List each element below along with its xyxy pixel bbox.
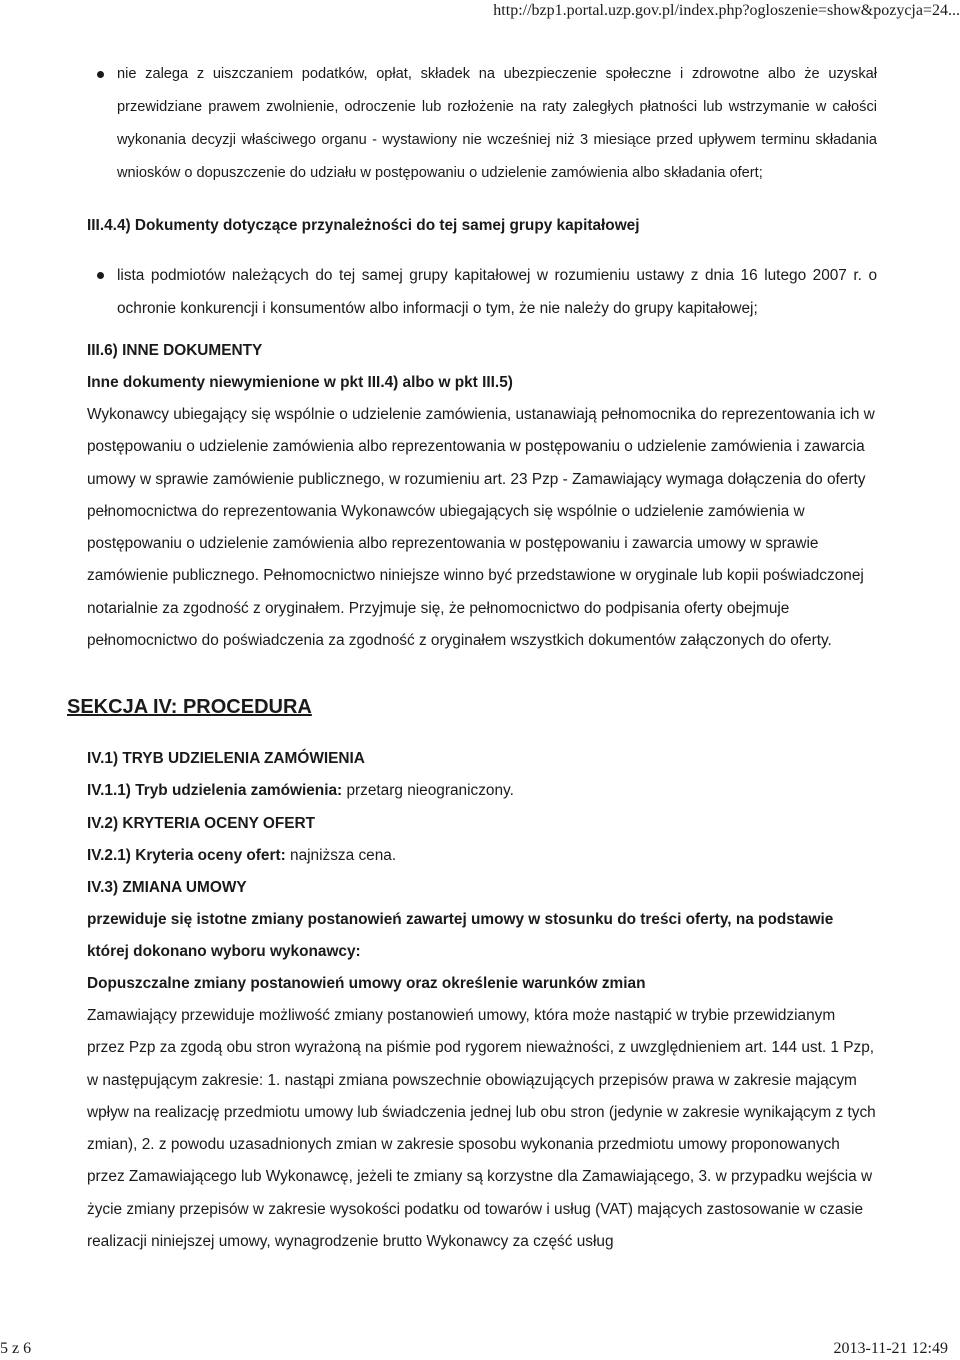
value-iv-1-1: przetarg nieograniczony. bbox=[346, 782, 514, 800]
heading-iv-2: IV.2) KRYTERIA OCENY OFERT bbox=[87, 814, 316, 832]
subheading-other-documents: Inne dokumenty niewymienione w pkt III.4) albo w pkt III.5) bbox=[87, 374, 513, 391]
section-heading-iii-4-4: III.4.4) Dokumenty dotyczące przynależności do tej samej grupy kapitałowej bbox=[87, 217, 640, 234]
document-content bbox=[67, 58, 877, 1258]
value-iv-2-1: najniższa cena. bbox=[290, 846, 397, 864]
paragraph-other-documents: Wykonawcy ubiegający się wspólnie o udzielenie zamówienia, ustanawiają pełnomocnika do reprezentowania ich w postępowaniu o udzielenie zamówienia albo reprezentowania w postępowaniu o udzielenie zamówienia i zawarcia umowy w sprawie zamówienie publicznego, w rozumieniu art. 23 Pzp - Zamawiający wymaga dołączenia do oferty pełnomocnictwa do reprezentowania Wykonawców ubiegających się wspólnie o udzielenie zamówienia w postępowaniu o udzielenie zamówienia albo reprezentowania w postępowaniu i zawarcia umowy w sprawie zamówienie publicznego. Pełnomocnictwo niniejsze winno być przedstawione w oryginale lub kopii poświadczonej notarialnie za zgodność z oryginałem. Przyjmuje się, że pełnomocnictwo do podpisania oferty obejmuje pełnomocnictwo do poświadczenia za zgodność z oryginałem wszystkich dokumentów załączonych do oferty. bbox=[87, 406, 875, 650]
iv-3-paragraph: Zamawiający przewiduje możliwość zmiany postanowień umowy, która może nastąpić w trybie przewidzianym przez Pzp za zgodą obu stron wyrażoną na piśmie pod rygorem nieważności, z uwzględnieniem art. 144 ust. 1 Pzp, w następującym zakresie: 1. nastąpi zmiana powszechnie obowiązujących przepisów prawa w zakresie mającym wpływ na realizację przedmiotu umowy lub świadczenia jednej lub obu stron (jedynie w zakresie wynikającym z tych zmian), 2. z powodu uzasadnionych zmian w zakresie sposobu wykonania przedmiotu umowy proponowanych przez Zamawiającego lub Wykonawcę, jeżeli te zmiany są korzystne dla Zamawiającego, 3. w przypadku wejścia w życie zmiany przepisów w zakresie wysokości podatku od towarów i usług (VAT) mających zastosowanie w czasie realizacji niniejszej umowy, wynagrodzenie brutto Wykonawcy za część usług bbox=[87, 1006, 876, 1251]
row-iv-1-1 bbox=[87, 775, 877, 807]
iv-3-subheading: Dopuszczalne zmiany postanowień umowy oraz określenie warunków zmian bbox=[87, 974, 646, 992]
list-item-text: lista podmiotów należących do tej samej grupy kapitałowej w rozumieniu ustawy z dnia 16 lutego 2007 r. o ochronie konkurencji i konsumentów albo informacji o tym, że nie należy do grupy kapitałowej; bbox=[117, 267, 877, 317]
label-iv-1-1: IV.1.1) Tryb udzielenia zamówienia: bbox=[87, 782, 343, 800]
page-url: http://bzp1.portal.uzp.gov.pl/index.php?ogloszenie=show&pozycja=24... bbox=[493, 2, 960, 19]
label-iv-2-1: IV.2.1) Kryteria oceny ofert: bbox=[87, 846, 286, 864]
iv-3-statement: przewiduje się istotne zmiany postanowień zawartej umowy w stosunku do treści oferty, na podstawie której dokonano wyboru wykonawcy: bbox=[87, 910, 834, 960]
heading-iv-3: IV.3) ZMIANA UMOWY bbox=[87, 878, 247, 896]
bullet-icon bbox=[97, 71, 104, 78]
page-number: 5 z 6 bbox=[0, 1340, 32, 1357]
row-iv-2-1 bbox=[87, 840, 877, 872]
print-timestamp: 2013-11-21 12:49 bbox=[833, 1340, 948, 1357]
list-item-text: nie zalega z uiszczaniem podatków, opłat, składek na ubezpieczenie społeczne i zdrowotne albo że uzyskał przewidziane prawem zwolnienie, odroczenie lub rozłożenie na raty zaległych płatności lub wstrzymanie w całości wykonania decyzji właściwego organu - wystawiony nie wcześniej niż 3 miesiące przed upływem terminu składania wniosków o dopuszczenie do udziału w postępowaniu o udzielenie zamówienia albo składania ofert; bbox=[117, 66, 877, 181]
section-heading-iii-6: III.6) INNE DOKUMENTY bbox=[87, 342, 263, 359]
bullet-icon bbox=[97, 272, 104, 279]
heading-iv-1: IV.1) TRYB UDZIELENIA ZAMÓWIENIA bbox=[87, 750, 365, 768]
list-item bbox=[87, 259, 877, 325]
section-title-procedure: SEKCJA IV: PROCEDURA bbox=[67, 696, 312, 719]
list-item bbox=[87, 58, 877, 190]
